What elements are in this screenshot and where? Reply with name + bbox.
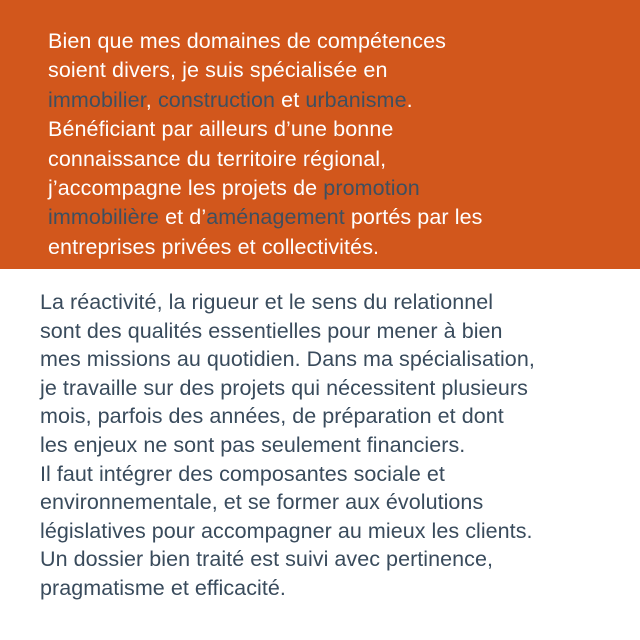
intro-line-6: [48, 174, 620, 203]
body-line: Un dossier bien traité est suivi avec pertinence,: [40, 547, 493, 572]
body-line: mois, parfois des années, de préparation et dont: [40, 404, 504, 429]
intro-line-7: [48, 203, 620, 232]
body-line: mes missions au quotidien. Dans ma spécialisation,: [40, 347, 535, 372]
period-text: .: [406, 87, 413, 112]
body-line: La réactivité, la rigueur et le sens du relationnel: [40, 290, 494, 314]
body-line: Il faut intégrer des composantes sociale et: [40, 461, 445, 486]
intro-line-1: Bien que mes domaines de compétences: [48, 29, 447, 53]
intro-line-4: Bénéficiant par ailleurs d’une bonne: [48, 117, 394, 142]
intro-line-5: connaissance du territoire régional,: [48, 146, 387, 171]
body-line: les enjeux ne sont pas seulement financiers.: [40, 432, 466, 457]
body-line: sont des qualités essentielles pour mener à bien: [40, 318, 503, 343]
intro-line-3: [48, 86, 620, 115]
separator-text: ,: [145, 87, 158, 112]
body-line: législatives pour accompagner au mieux les clients.: [40, 518, 533, 543]
intro-line-7-mid: et d’: [159, 205, 207, 230]
keyword-immobiliere: immobilière: [48, 205, 160, 230]
intro-panel: [0, 0, 640, 269]
keyword-promotion: promotion: [323, 176, 420, 201]
intro-line-6-text: j’accompagne les projets de: [48, 176, 324, 201]
intro-line-2: soient divers, je suis spécialisée en: [48, 58, 388, 83]
body-line: je travaille sur des projets qui nécessitent plusieurs: [40, 375, 528, 400]
intro-line-8: entreprises privées et collectivités.: [48, 234, 380, 259]
body-panel: [0, 269, 640, 640]
keyword-amenagement: aménagement: [206, 205, 345, 230]
keyword-construction: construction: [157, 87, 276, 112]
separator-text: et: [275, 87, 306, 112]
keyword-urbanisme: urbanisme: [305, 87, 407, 112]
intro-line-7-end: portés par les: [344, 205, 483, 230]
body-line: pragmatisme et efficacité.: [40, 575, 286, 600]
body-line: environnementale, et se former aux évolutions: [40, 490, 484, 515]
keyword-immobilier: immobilier: [48, 87, 146, 112]
